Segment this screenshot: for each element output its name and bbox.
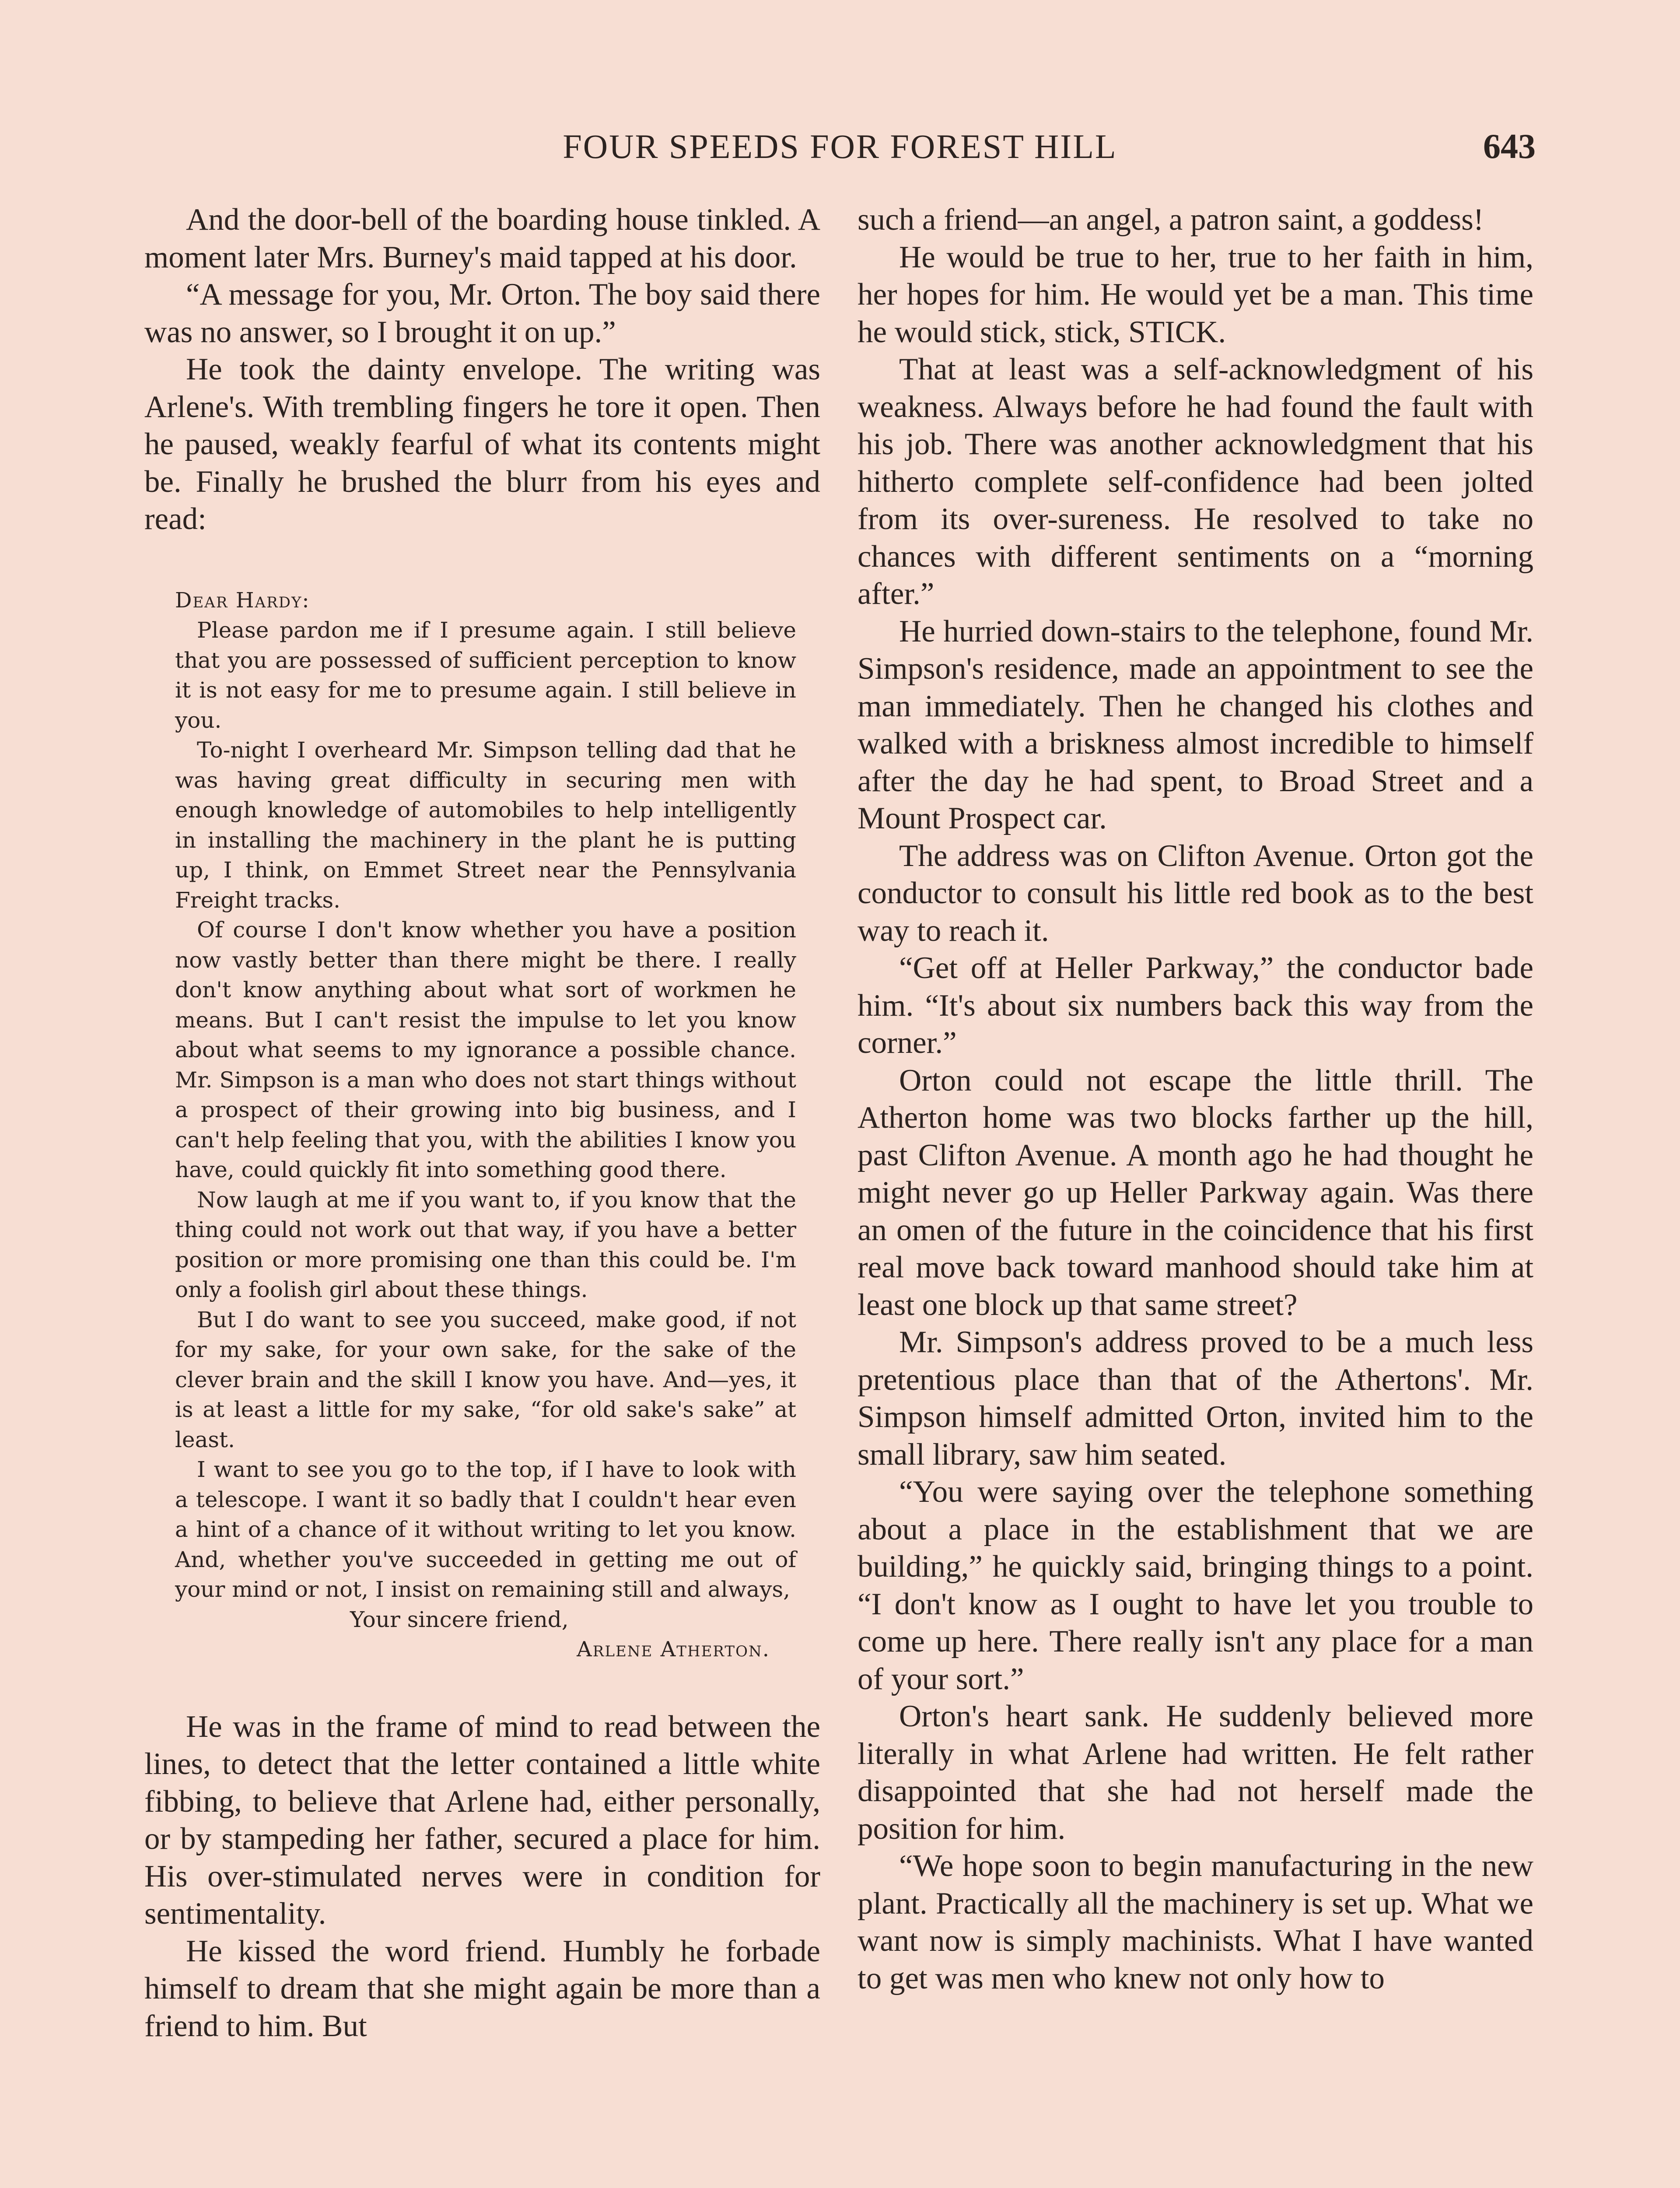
letter-paragraph: But I do want to see you succeed, make good, if not for my sake, for your own sake, for the sake of the clever brain and the skill I know you have. And—yes, it is at least a little for my sake, “for old sake's sake” at least. <box>175 1307 796 1452</box>
paragraph: He would be true to her, true to her faith in him, her hopes for him. He would yet be a man. This time he would stick, stick, STICK. <box>858 240 1533 349</box>
letter-block <box>175 586 796 1665</box>
paragraph: That at least was a self-acknowledgment of his weakness. Always before he had found the fault with his job. There was another acknowledgment that his hitherto complete self-confidence had been jolted from its over-sureness. He resolved to take no chances with different sentiments on a “morning after.” <box>858 352 1533 611</box>
letter-signature: Arlene Atherton. <box>577 1637 770 1662</box>
running-head: FOUR SPEEDS FOR FOREST HILL <box>563 127 1117 165</box>
paragraph: “A message for you, Mr. Orton. The boy said there was no answer, so I brought it on up.” <box>144 277 820 349</box>
paragraph: “We hope soon to begin manufacturing in the new plant. Practically all the machinery is set up. What we want now is simply machinists. What I have wanted to get was men who knew not only how to <box>858 1849 1533 1995</box>
letter-salutation: Dear Hardy: <box>175 588 310 613</box>
letter-paragraph: To-night I overheard Mr. Simpson telling dad that he was having great difficulty in securing men with enough knowledge of automobiles to help intelligently in installing the machinery in the plant he is putting up, I think, on Emmet Street near the Pennsylvania Freight tracks. <box>175 737 796 913</box>
paragraph: “Get off at Heller Parkway,” the conductor bade him. “It's about six numbers back this way from the corner.” <box>858 951 1533 1060</box>
letter-paragraph: Now laugh at me if you want to, if you know that the thing could not work out that way, if you have a better position or more promising one than this could be. I'm only a foolish girl about these things. <box>175 1187 796 1302</box>
left-column <box>144 201 820 2045</box>
letter-closing: Your sincere friend, <box>350 1606 569 1632</box>
paragraph: The address was on Clifton Avenue. Orton got the conductor to consult his little red book as to the best way to reach it. <box>858 838 1533 948</box>
page-number: 643 <box>1483 127 1536 166</box>
paragraph: He kissed the word friend. Humbly he forbade himself to dream that she might again be more than a friend to him. But <box>144 1934 820 2043</box>
page-header <box>144 127 1536 175</box>
paragraph: “You were saying over the telephone something about a place in the establishment that we are building,” he quickly said, bringing things to a point. “I don't know as I ought to have let you trouble to come up here. There really isn't any place for a man of your sort.” <box>858 1475 1533 1696</box>
paragraph: He hurried down-stairs to the telephone, found Mr. Simpson's residence, made an appointment to see the man immediately. Then he changed his clothes and walked with a briskness almost incredible to himself after the day he had spent, to Broad Street and a Mount Prospect car. <box>858 614 1533 835</box>
letter-paragraph: Please pardon me if I presume again. I still believe that you are possessed of sufficient perception to know it is not easy for me to presume again. I still believe in you. <box>175 617 796 733</box>
letter-paragraph: Of course I don't know whether you have a position now vastly better than there might be there. I really don't know anything about what sort of workmen he means. But I can't resist the impulse to let you know about what seems to my ignorance a possible chance. Mr. Simpson is a man who does not start things without a prospect of their growing into big business, and I can't help feeling that you, with the abilities I know you have, could quickly fit into something good there. <box>175 917 796 1182</box>
paragraph: such a friend—an angel, a patron saint, a goddess! <box>858 203 1484 237</box>
right-column <box>858 201 1533 1997</box>
letter-paragraph: I want to see you go to the top, if I have to look with a telescope. I want it so badly that I couldn't hear even a hint of a chance of it without writing to let you know. And, whether you've succeeded in getting me out of your mind or not, I insist on remaining still and always, <box>175 1457 796 1602</box>
paragraph: He took the dainty envelope. The writing was Arlene's. With trembling fingers he tore it open. Then he paused, weakly fearful of what its contents might be. Finally he brushed the blurr from his eyes and read: <box>144 352 820 536</box>
paragraph: And the door-bell of the boarding house tinkled. A moment later Mrs. Burney's maid tapped at his door. <box>144 203 820 274</box>
paragraph: Orton could not escape the little thrill. The Atherton home was two blocks farther up the hill, past Clifton Avenue. A month ago he had thought he might never go up Heller Parkway again. Was there an omen of the future in the coincidence that his first real move back toward manhood should take him at least one block up that same street? <box>858 1063 1533 1322</box>
paragraph: Mr. Simpson's address proved to be a much less pretentious place than that of the Athertons'. Mr. Simpson himself admitted Orton, invited him to the small library, saw him seated. <box>858 1325 1533 1472</box>
paragraph: Orton's heart sank. He suddenly believed more literally in what Arlene had written. He felt rather disappointed that she had not herself made the position for him. <box>858 1699 1533 1846</box>
paragraph: He was in the frame of mind to read between the lines, to detect that the letter contained a little white fibbing, to believe that Arlene had, either personally, or by stampeding her father, secured a place for him. His over-stimulated nerves were in condition for sentimentality. <box>144 1709 820 1931</box>
